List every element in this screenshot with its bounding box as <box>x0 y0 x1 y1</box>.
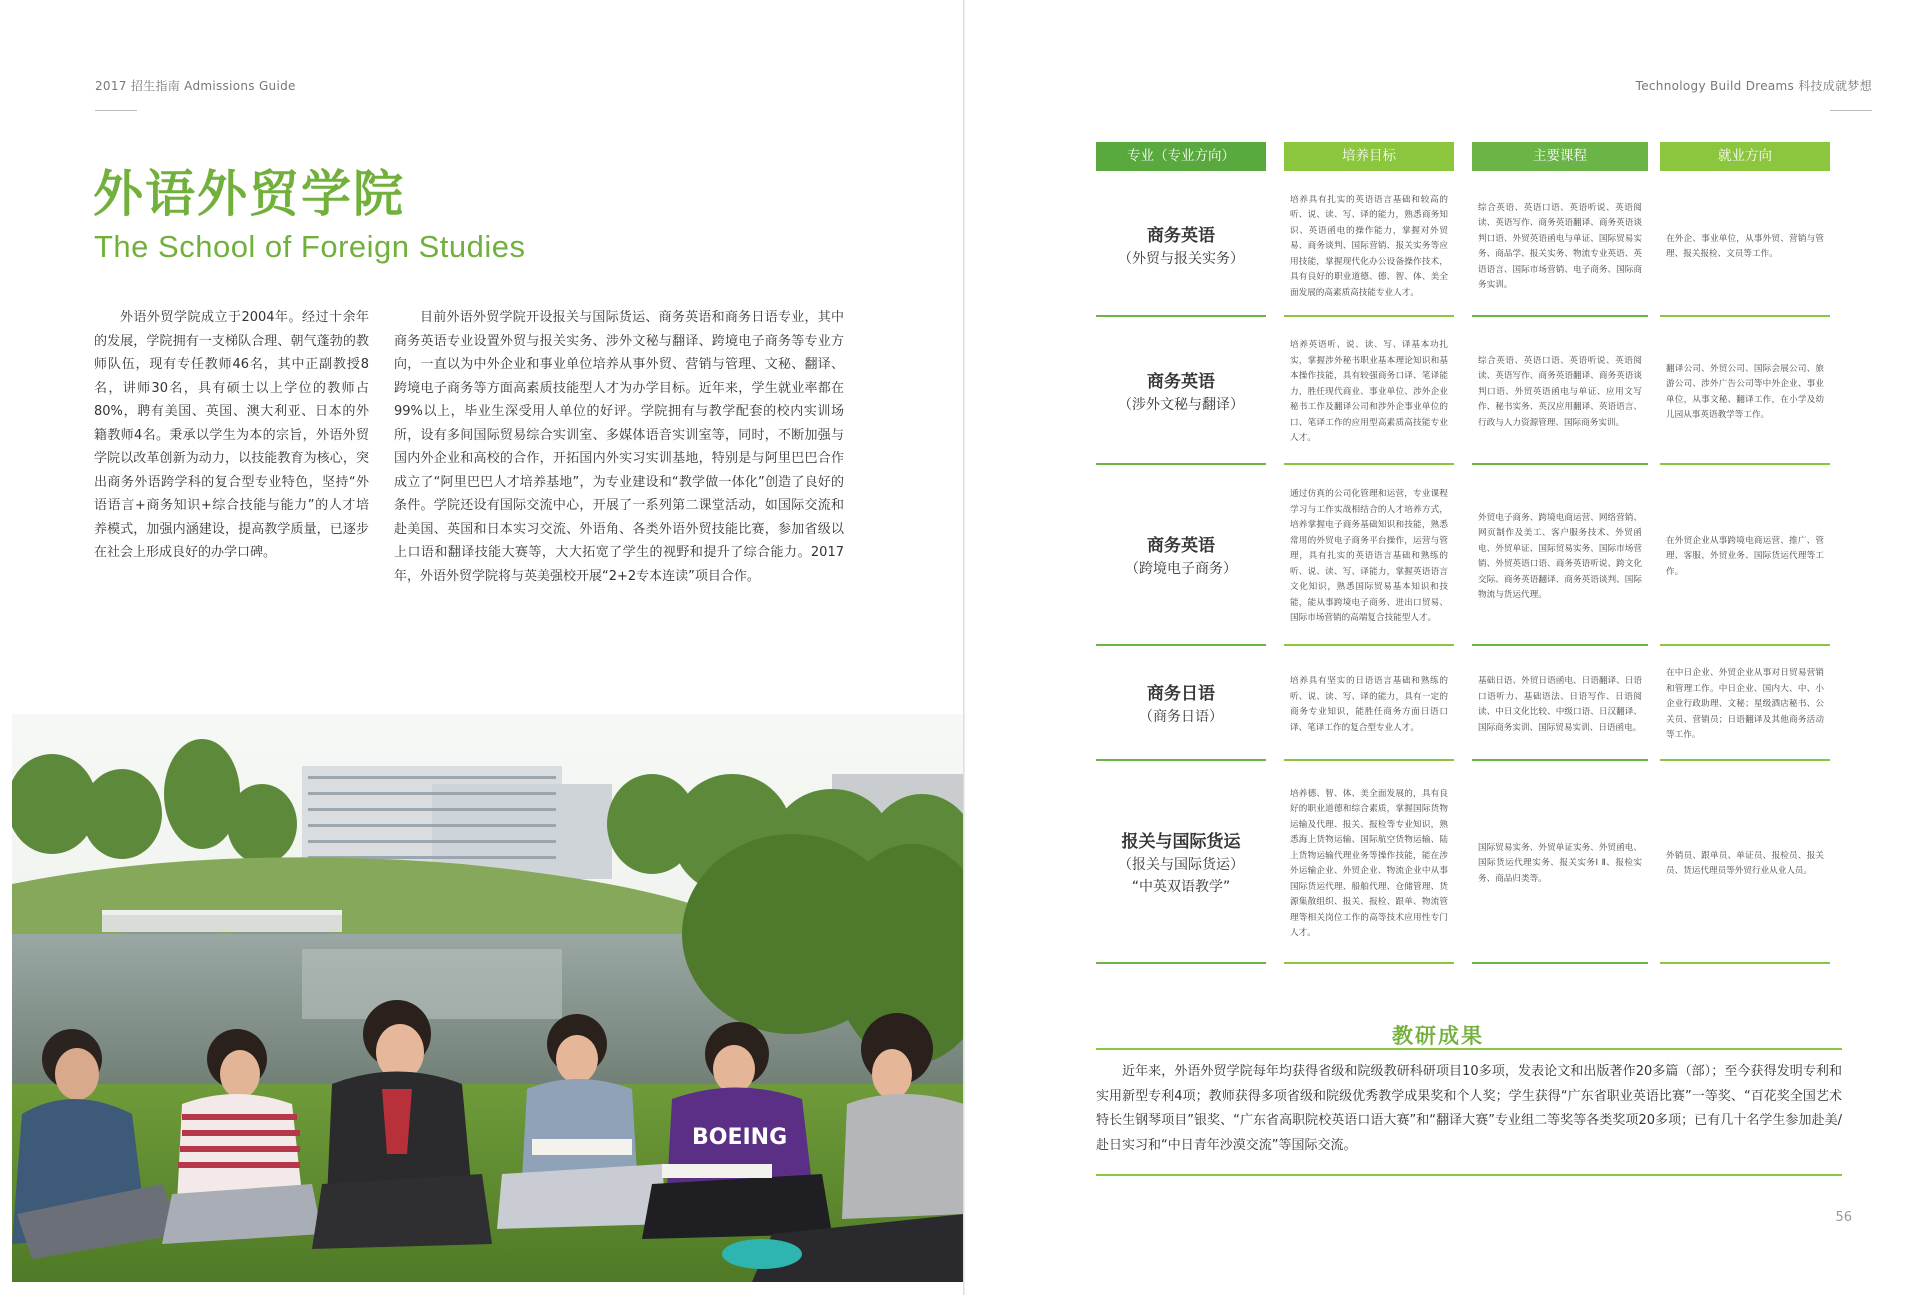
courses-text: 综合英语、英语口语、英语听说、英语阅读、英语写作、商务英语翻译、商务英语谈判口语、外贸英语函电与单证、国际贸易实务、商品学、报关实务、物流专业英语、英语语言、国际市场营销、电子商务、国际商务实训。 <box>1478 202 1642 290</box>
table-header-major: 专业（专业方向） <box>1096 142 1266 171</box>
page-title-en: The School of Foreign Studies <box>94 229 526 264</box>
header-divider <box>1830 110 1872 111</box>
major-name: 商务日语 <box>1147 684 1215 704</box>
major-name: 商务英语 <box>1147 226 1215 246</box>
courses-cell <box>1472 468 1648 646</box>
major-cell <box>1096 468 1266 646</box>
page-title-cn: 外语外贸学院 <box>93 165 405 223</box>
table-row <box>1096 177 1842 317</box>
goal-text: 培养德、智、体、美全面发展的，具有良好的职业道德和综合素质，掌握国际货物运输及代理、报关、报检等专业知识，熟悉海上货物运输、国际航空货物运输、陆上货物运输代理业务等操作技能，能在涉外运输企业、外贸企业、物流企业中从事国际货运代理、船舶代理、仓储管理、货源集散组织、报关、报检、跟单、物流管理等相关岗位工作的高等技术应用性专门人才。 <box>1290 788 1448 938</box>
goal-text: 培养具有扎实的英语语言基础和较高的听、说、读、写、译的能力，熟悉商务知识、英语函电的操作能力，掌握对外贸易、商务谈判、国际营销、报关实务等应用技能，掌握现代化办公设备操作技术，具有良好的职业道德、德、智、体、美全面发展的高素质高技能专业人才。 <box>1290 194 1448 298</box>
career-text: 在外企、事业单位，从事外贸、营销与管理、报关报检、文员等工作。 <box>1666 233 1824 259</box>
row-divider <box>1284 759 1454 761</box>
courses-text: 基础日语、外贸日语函电、日语翻译、日语口语听力、基础语法、日语写作、日语阅读、中日文化比较、中级口语、日汉翻译、国际商务实训、国际贸易实训、日语函电。 <box>1478 676 1642 733</box>
row-divider <box>1660 315 1830 317</box>
goal-cell <box>1284 649 1454 761</box>
left-page <box>12 14 964 1282</box>
row-divider <box>1660 644 1830 646</box>
row-divider <box>1660 463 1830 465</box>
row-divider <box>1284 315 1454 317</box>
career-cell <box>1660 649 1830 761</box>
major-direction: （商务日语） <box>1139 709 1223 725</box>
table-row <box>1096 468 1842 646</box>
row-divider <box>1096 759 1266 761</box>
header-divider <box>95 110 137 111</box>
research-divider-bottom <box>1096 1174 1842 1176</box>
major-name: 商务英语 <box>1147 371 1215 392</box>
boeing-shirt-text: BOEING <box>692 1125 788 1150</box>
career-cell <box>1660 177 1830 317</box>
goal-cell <box>1284 177 1454 317</box>
career-text: 在中日企业、外贸企业从事对日贸易营销和管理工作。中日企业、国内大、中、小企业行政助理、文秘；星级酒店秘书、公关员、营销员；日语翻译及其他商务活动等工作。 <box>1666 668 1824 741</box>
page-fold <box>963 0 965 1295</box>
goal-cell <box>1284 468 1454 646</box>
courses-cell <box>1472 320 1648 465</box>
campus-photo-illustration <box>12 714 964 1282</box>
intro-paragraph-1: 外语外贸学院成立于2004年。经过十余年的发展，学院拥有一支梯队合理、朝气蓬勃的教师队伍，现有专任教师46名，其中正副教授8名，讲师30名，具有硕士以上学位的教师占80%，聘有美国、英国、澳大利亚、日本的外籍教师4名。秉承以学生为本的宗旨，外语外贸学院以改革创新为动力，以技能教育为核心，突出商务外语跨学科的复合型专业特色，坚持“外语语言+商务知识+综合技能与能力”的人才培养模式，加强内涵建设，提高教学质量，已逐步在社会上形成良好的办学口碑。 <box>94 310 369 560</box>
courses-cell <box>1472 649 1648 761</box>
major-cell <box>1096 649 1266 761</box>
major-cell <box>1096 320 1266 465</box>
row-divider <box>1284 463 1454 465</box>
goal-text: 培养英语听、说、读、写、译基本功扎实，掌握涉外秘书职业基本理论知识和基本操作技能，具有较强商务口译、笔译能力，胜任现代商业、事业单位、涉外企业秘书工作及翻译公司和涉外企事业单位的口、笔译工作的应用型高素质高技能专业人才。 <box>1290 340 1448 444</box>
goal-text: 通过仿真的公司化管理和运营，专业课程学习与工作实战相结合的人才培养方式，培养掌握电子商务基础知识和技能，熟悉常用的外贸电子商务平台操作，运营与管理，具有扎实的英语语言基础和熟练的听、说、读、写、译能力，掌握英语语言文化知识，熟悉国际贸易基本知识和技能，能从事跨境电子商务、进出口贸易、国际市场营销的高端复合技能型人才。 <box>1290 489 1448 624</box>
row-divider <box>1096 463 1266 465</box>
courses-text: 综合英语、英语口语、英语听说、英语阅读、英语写作、商务英语翻译、商务英语谈判口语、外贸英语函电与单证、应用文写作、秘书实务、英汉应用翻译、英语语言、行政与人力资源管理、国际商务实训。 <box>1478 355 1642 428</box>
research-paragraph: 近年来，外语外贸学院每年均获得省级和院级教研科研项目10多项，发表论文和出版著作20多篇（部）；至今获得发明专利和实用新型专利4项；教师获得多项省级和院级优秀教学成果奖和个人奖；学生获得“广东省职业英语比赛”一等奖、“百花奖全国艺术特长生钢琴项目”银奖、“广东省高职院校英语口语大赛”和“翻译大赛”专业组二等奖等各类奖项20多项；已有几十名学生参加赴美/赴日实习和“中日青年沙漠交流”等国际交流。 <box>1096 1064 1842 1153</box>
goal-text: 培养具有坚实的日语语言基础和熟练的听、说、读、写、译的能力，具有一定的商务专业知识，能胜任商务方面日语口译、笔译工作的复合型专业人才。 <box>1290 676 1448 733</box>
major-direction: （跨境电子商务） <box>1125 561 1237 577</box>
table-row <box>1096 649 1842 761</box>
row-divider <box>1284 962 1454 964</box>
goal-cell <box>1284 320 1454 465</box>
major-direction: （涉外文秘与翻译） <box>1118 396 1244 413</box>
major-direction: （外贸与报关实务） <box>1118 251 1244 267</box>
table-header-career: 就业方向 <box>1660 142 1830 171</box>
courses-cell <box>1472 764 1648 964</box>
row-divider <box>1096 315 1266 317</box>
page-number: 56 <box>1835 1210 1852 1225</box>
row-divider <box>1472 315 1648 317</box>
major-name: 商务英语 <box>1147 536 1215 556</box>
major-cell <box>1096 764 1266 964</box>
row-divider <box>1472 463 1648 465</box>
career-text: 翻译公司、外贸公司、国际会展公司、旅游公司、涉外广告公司等中外企业、事业单位，从事文秘、翻译工作，在小学及幼儿园从事英语教学等工作。 <box>1666 363 1824 420</box>
research-divider-top <box>1096 1048 1842 1050</box>
career-cell <box>1660 764 1830 964</box>
table-row <box>1096 764 1842 964</box>
row-divider <box>1660 759 1830 761</box>
courses-cell <box>1472 177 1648 317</box>
major-name: 报关与国际货运 <box>1121 832 1241 852</box>
row-divider <box>1472 962 1648 964</box>
row-divider <box>1284 644 1454 646</box>
campus-photo <box>12 714 964 1282</box>
table-header-courses: 主要课程 <box>1472 142 1648 171</box>
right-page-header: Technology Build Dreams 科技成就梦想 <box>1635 79 1872 93</box>
career-cell <box>1660 468 1830 646</box>
career-cell <box>1660 320 1830 465</box>
courses-text: 国际贸易实务、外贸单证实务、外贸函电、国际货运代理实务、报关实务Ⅰ Ⅱ、报检实务、商品归类等。 <box>1478 842 1642 884</box>
major-cell <box>1096 177 1266 317</box>
career-text: 外销员、跟单员、单证员、报检员、报关员、货运代理员等外贸行业从业人员。 <box>1666 850 1824 876</box>
table-header-goal: 培养目标 <box>1284 142 1454 171</box>
courses-text: 外贸电子商务、跨境电商运营、网络营销、网页制作及美工、客户服务技术、外贸函电、外贸单证、国际贸易实务、国际市场营销、外贸英语口语、商务英语听说、跨文化交际、商务英语翻译、商务英语谈判、国际物流与货运代理。 <box>1478 512 1642 600</box>
major-note: “中英双语教学” <box>1131 879 1231 895</box>
research-section-title: 教研成果 <box>1392 1024 1484 1048</box>
left-page-header: 2017 招生指南 Admissions Guide <box>95 79 296 93</box>
row-divider <box>1096 962 1266 964</box>
row-divider <box>1660 962 1830 964</box>
row-divider <box>1472 759 1648 761</box>
row-divider <box>1472 644 1648 646</box>
major-direction: （报关与国际货运） <box>1118 857 1244 873</box>
right-page <box>966 14 1910 1284</box>
row-divider <box>1096 644 1266 646</box>
career-text: 在外贸企业从事跨境电商运营、推广、管理、客服、外贸业务、国际货运代理等工作。 <box>1666 535 1824 577</box>
goal-cell <box>1284 764 1454 964</box>
intro-paragraph-2: 目前外语外贸学院开设报关与国际货运、商务英语和商务日语专业，其中商务英语专业设置外贸与报关实务、涉外文秘与翻译、跨境电子商务等专业方向，一直以为中外企业和事业单位培养从事外贸、营销与管理、文秘、翻译、跨境电子商务等方面高素质技能型人才为办学目标。近年来，学生就业率都在99%以上，毕业生深受用人单位的好评。学院拥有与教学配套的校内实训场所，设有多间国际贸易综合实训室、多媒体语音实训室等，同时，不断加强与国内外企业和高校的合作，开拓国内外实习实训基地，特别是与阿里巴巴合作成立了“阿里巴巴人才培养基地”，为专业建设和“教学做一体化”创造了良好的条件。学院还设有国际交流中心，开展了一系列第二课堂活动，如国际交流和赴美国、英国和日本实习交流、外语角、各类外语外贸技能比赛，参加省级以上口语和翻译技能大赛等，大大拓宽了学生的视野和提升了综合能力。2017年，外语外贸学院将与英美强校开展“2+2专本连读”项目合作。 <box>394 310 844 584</box>
table-row <box>1096 320 1842 465</box>
